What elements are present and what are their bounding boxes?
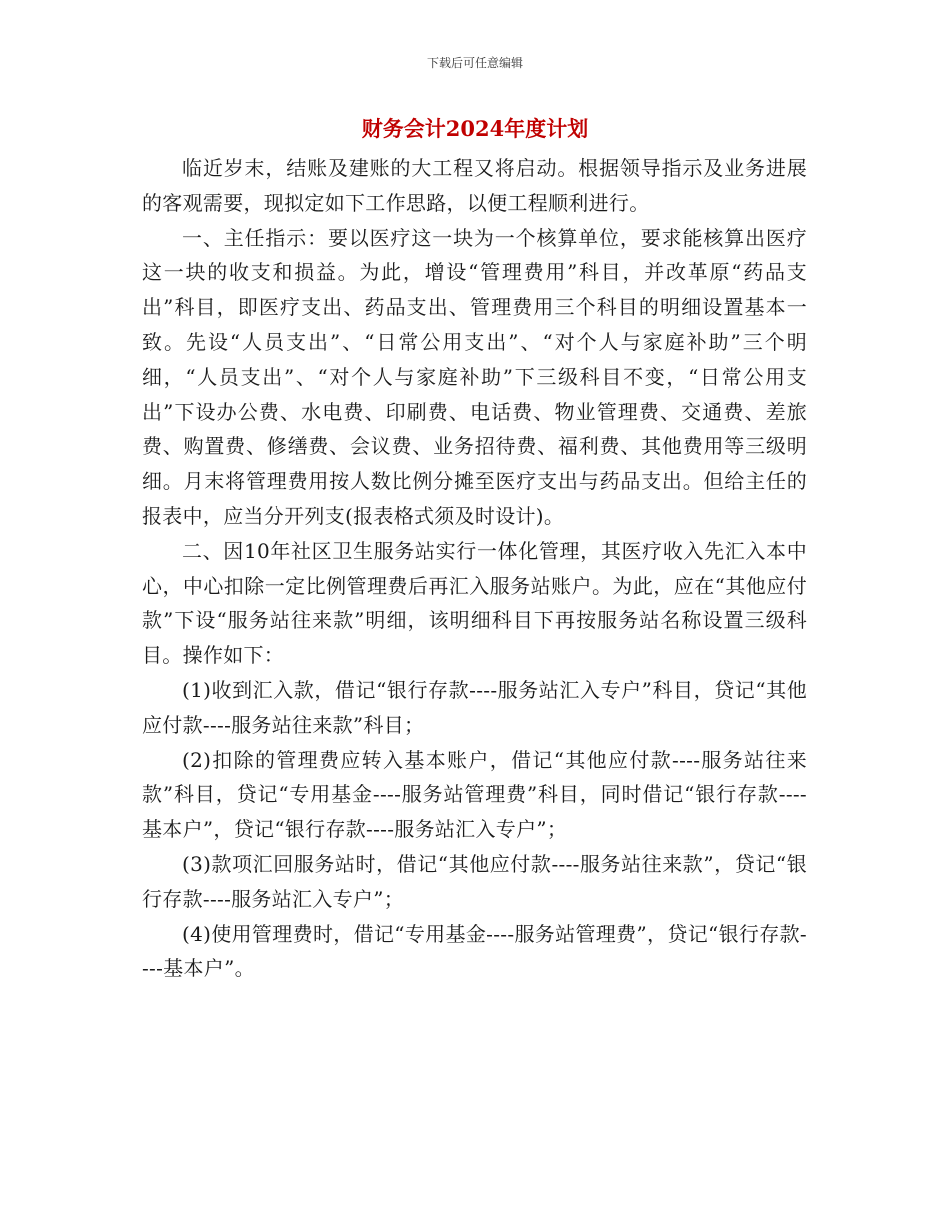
paragraph-section-2: 二、因10年社区卫生服务站实行一体化管理，其医疗收入先汇入本中心，中心扣除一定比例管理费后再汇入服务站账户。为此，应在“其他应付款”下设“服务站往来款”明细，该明细科目下再按服务站名称设置三级科目。操作如下： <box>142 538 807 668</box>
paragraph-section-1: 一、主任指示：要以医疗这一块为一个核算单位，要求能核算出医疗这一块的收支和损益。为此，增设“管理费用”科目，并改革原“药品支出”科目，即医疗支出、药品支出、管理费用三个科目的明细设置基本一致。先设“人员支出”、“日常公用支出”、“对个人与家庭补助”三个明细，“人员支出”、“对个人与家庭补助”下三级科目不变，“日常公用支出”下设办公费、水电费、印刷费、电话费、物业管理费、交通费、差旅费、购置费、修缮费、会议费、业务招待费、福利费、其他费用等三级明细。月末将管理费用按人数比例分摊至医疗支出与药品支出。但给主任的报表中，应当分开列支(报表格式须及时设计)。 <box>142 225 807 528</box>
header-note: 下载后可任意编辑 <box>426 56 523 70</box>
paragraph-step-2: (2)扣除的管理费应转入基本账户，借记“其他应付款----服务站往来款”科目，贷记“专用基金----服务站管理费”科目，同时借记“银行存款----基本户”，贷记“银行存款----服务站汇入专户”； <box>142 747 807 842</box>
paragraph-intro: 临近岁末，结账及建账的大工程又将启动。根据领导指示及业务进展的客观需要，现拟定如下工作思路，以便工程顺利进行。 <box>142 156 807 215</box>
paragraph-step-1: (1)收到汇入款，借记“银行存款----服务站汇入专户”科目，贷记“其他应付款----服务站往来款”科目； <box>142 677 807 737</box>
document-body <box>142 151 807 986</box>
paragraph-step-4: (4)使用管理费时，借记“专用基金----服务站管理费”，贷记“银行存款----基本户”。 <box>142 921 807 981</box>
document-title: 财务会计2024年度计划 <box>361 116 589 141</box>
paragraph-step-3: (3)款项汇回服务站时，借记“其他应付款----服务站往来款”，贷记“银行存款----服务站汇入专户”； <box>142 851 807 911</box>
